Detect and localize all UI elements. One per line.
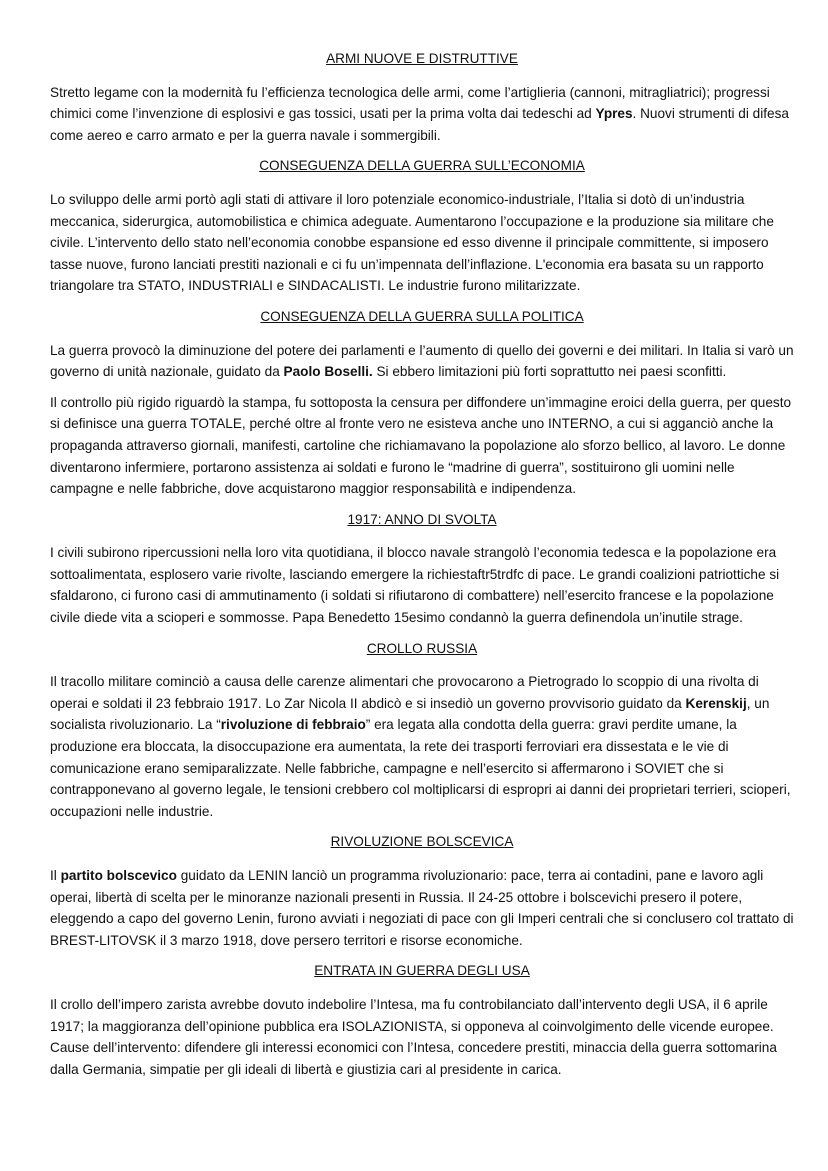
section-heading-politica: CONSEGUENZA DELLA GUERRA SULLA POLITICA: [260, 308, 584, 324]
section-heading-rivoluzione-bolscevica: RIVOLUZIONE BOLSCEVICA: [330, 834, 514, 850]
paragraph-usa: Il crollo dell’impero zarista avrebbe dovuto indebolire l’Intesa, ma fu controbilanciato dall’intervento degli USA, il 6 aprile 1917; la maggioranza dell’opinione pubblica era ISOLAZIONISTA, si opponeva al coinvolgimento delle vicende europee. Cause dell’intervento: difendere gli interessi economici con l’Intesa, concedere prestiti, minaccia della guerra sottomarina dalla Germania, simpatie per gli ideali di libertà e giustizia cari al presidente in carica.: [50, 996, 777, 1077]
paragraph-armi: Stretto legame con la modernità fu l’efficienza tecnologica delle armi, come l’artiglieria (cannoni, mitragliatrici); progressi chimici come l’invenzione di esplosivi e gas tossici, usati per la prima volta dai tedeschi ad Ypres. Nuovi strumenti di difesa come aereo e carro armato e per la guerra navale i sommergibili.: [50, 84, 789, 143]
paragraph-politica-2: Il controllo più rigido riguardò la stampa, fu sottoposta la censura per diffondere un’immagine eroici della guerra, per questo si definisce una guerra TOTALE, perché oltre al fronte vero ne esisteva anche uno INTERNO, a cui si agganciò anche la propaganda attraverso giornali, manifesti, cartoline che richiamavano la popolazione alo sforzo bellico, al lavoro. Le donne diventarono infermiere, portarono assistenza ai soldati e furono le “madrine di guerra”, sostituirono gli uomini nelle campagne e nelle fabbriche, dove acquistarono maggior responsabilità e indipendenza.: [50, 394, 792, 497]
paragraph-1917: I civili subirono ripercussioni nella loro vita quotidiana, il blocco navale strangolò l’economia tedesca e la popolazione era sottoalimentata, esplosero varie rivolte, lasciando emergere la richiestaftr5trdfc di pace. Le grandi coalizioni patriottiche si sfaldarono, ci furono casi di ammutinamento (i soldati si rifiutarono di combattere) nell’esercito francese e la popolazione civile diede vita a scioperi e sommosse. Papa Benedetto 15esimo condannò la guerra definendola un’inutile strage.: [50, 545, 780, 626]
paragraph-politica-1: La guerra provocò la diminuzione del potere dei parlamenti e l’aumento di quello dei governi e dei militari. In Italia si varò un governo di unità nazionale, guidato da Paolo Boselli. Si ebbero limitazioni più forti soprattutto nei paesi sconfitti.: [50, 342, 794, 380]
paragraph-rivoluzione-bolscevica: Il partito bolscevico guidato da LENIN lanciò un programma rivoluzionario: pace, terra ai contadini, pane e lavoro agli operai, libertà di scelta per le minoranze nazionali presenti in Russia. Il 24-25 ottobre i bolscevichi presero il potere, eleggendo a capo del governo Lenin, furono avviati i negoziati di pace con gli Imperi centrali che si conclusero col trattato di BREST-LITOVSK il 3 marzo 1918, dove persero territori e risorse economiche.: [50, 868, 794, 948]
section-heading-armi: ARMI NUOVE E DISTRUTTIVE: [326, 51, 518, 66]
section-heading-economia: CONSEGUENZA DELLA GUERRA SULL’ECONOMIA: [259, 158, 585, 174]
paragraph-economia: Lo sviluppo delle armi portò agli stati di attivare il loro potenziale economico-industriale, l’Italia si dotò di un’industria meccanica, siderurgica, automobilistica e chimica adeguate. Aumentarono l’occupazione e la produzione sia militare che civile. L’intervento dello stato nell’economia conobbe espansione ed esso divenne il principale committente, si imposero tasse nuove, furono lanciati prestiti nazionali e ci fu un’impennata dell’inflazione. L'economia era basata su un rapporto triangolare tra STATO, INDUSTRIALI e SINDACALISTI. Le industrie furono militarizzate.: [50, 191, 774, 294]
paragraph-crollo-russia: Il tracollo militare cominciò a causa delle carenze alimentari che provocarono a Pietrogrado lo scoppio di una rivolta di operai e soldati il 23 febbraio 1917. Lo Zar Nicola II abdicò e si insediò un governo provvisorio guidato da Kerenskij, un socialista rivoluzionario. La “rivoluzione di febbraio” era legata alla condotta della guerra: gravi perdite umane, la produzione era bloccata, la disoccupazione era aumentata, la rete dei trasporti ferroviari era dissestata e le vie di comunicazione erano semiparalizzate. Nelle fabbriche, campagne e nell’esercito si affermarono i SOVIET che si contrapponevano al governo legale, le tensioni crebbero col moltiplicarsi di espropri ai danni dei proprietari terrieri, scioperi, occupazioni nelle industrie.: [50, 674, 791, 819]
section-heading-crollo-russia: CROLLO RUSSIA: [366, 640, 478, 656]
section-heading-usa: ENTRATA IN GUERRA DEGLI USA: [314, 963, 530, 979]
section-heading-1917: 1917: ANNO DI SVOLTA: [347, 511, 497, 527]
